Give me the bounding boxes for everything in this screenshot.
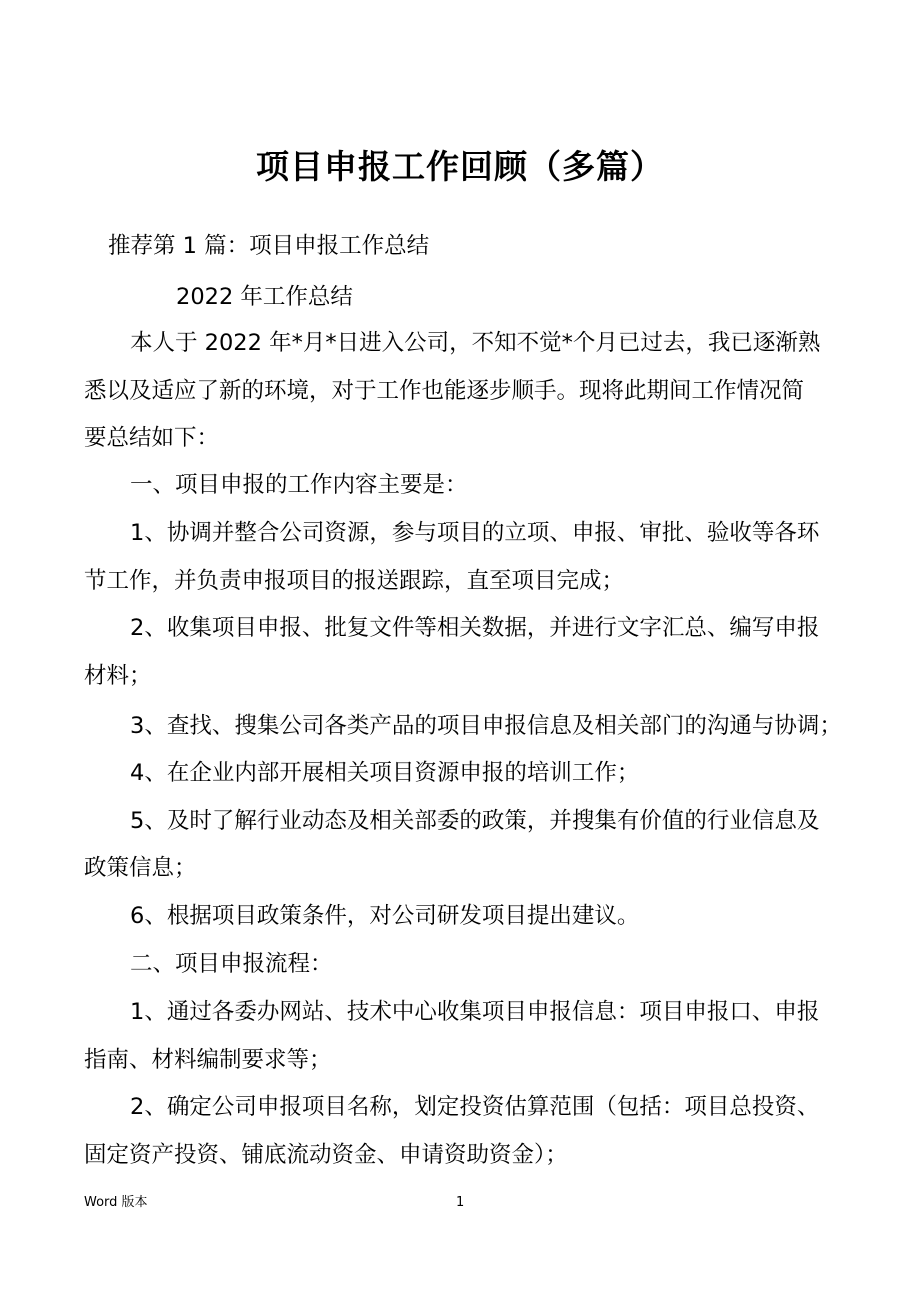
list-item: 3、查找、搜集公司各类产品的项目申报信息及相关部门的沟通与协调； xyxy=(130,713,842,739)
recommend-heading: 推荐第 1 篇：项目申报工作总结 xyxy=(108,233,430,259)
list-item: 6、根据项目政策条件，对公司研发项目提出建议。 xyxy=(130,903,640,929)
paragraph-line: 要总结如下： xyxy=(84,425,220,451)
paragraph-line: 本人于 2022 年*月*日进入公司，不知不觉*个月已过去，我已逐渐熟 xyxy=(130,330,821,356)
list-item-continued: 指南、材料编制要求等； xyxy=(84,1047,332,1073)
list-item: 1、协调并整合公司资源，参与项目的立项、申报、审批、验收等各环 xyxy=(130,520,820,546)
list-item: 4、在企业内部开展相关项目资源申报的培训工作； xyxy=(130,760,640,786)
list-item: 2、收集项目申报、批复文件等相关数据，并进行文字汇总、编写申报 xyxy=(130,615,820,641)
list-item-continued: 材料； xyxy=(84,663,152,689)
section-heading: 二、项目申报流程： xyxy=(130,951,333,977)
list-item: 1、通过各委办网站、技术中心收集项目申报信息：项目申报口、申报 xyxy=(130,999,820,1025)
list-item: 5、及时了解行业动态及相关部委的政策，并搜集有价值的行业信息及 xyxy=(130,808,820,834)
section-heading: 一、项目申报的工作内容主要是： xyxy=(130,472,468,498)
list-item-continued: 节工作，并负责申报项目的报送跟踪，直至项目完成； xyxy=(84,568,625,594)
list-item-continued: 政策信息； xyxy=(84,855,197,881)
footer-label: Word 版本 xyxy=(84,1195,148,1210)
page-number: 1 xyxy=(456,1195,465,1210)
paragraph-line: 悉以及适应了新的环境，对于工作也能逐步顺手。现将此期间工作情况简 xyxy=(84,378,805,404)
section-subtitle: 2022 年工作总结 xyxy=(176,284,353,310)
list-item-continued: 固定资产投资、铺底流动资金、申请资助资金）； xyxy=(84,1142,568,1168)
list-item: 2、确定公司申报项目名称，划定投资估算范围（包括：项目总投资、 xyxy=(130,1094,820,1120)
page-title: 项目申报工作回顾（多篇） xyxy=(256,147,664,186)
